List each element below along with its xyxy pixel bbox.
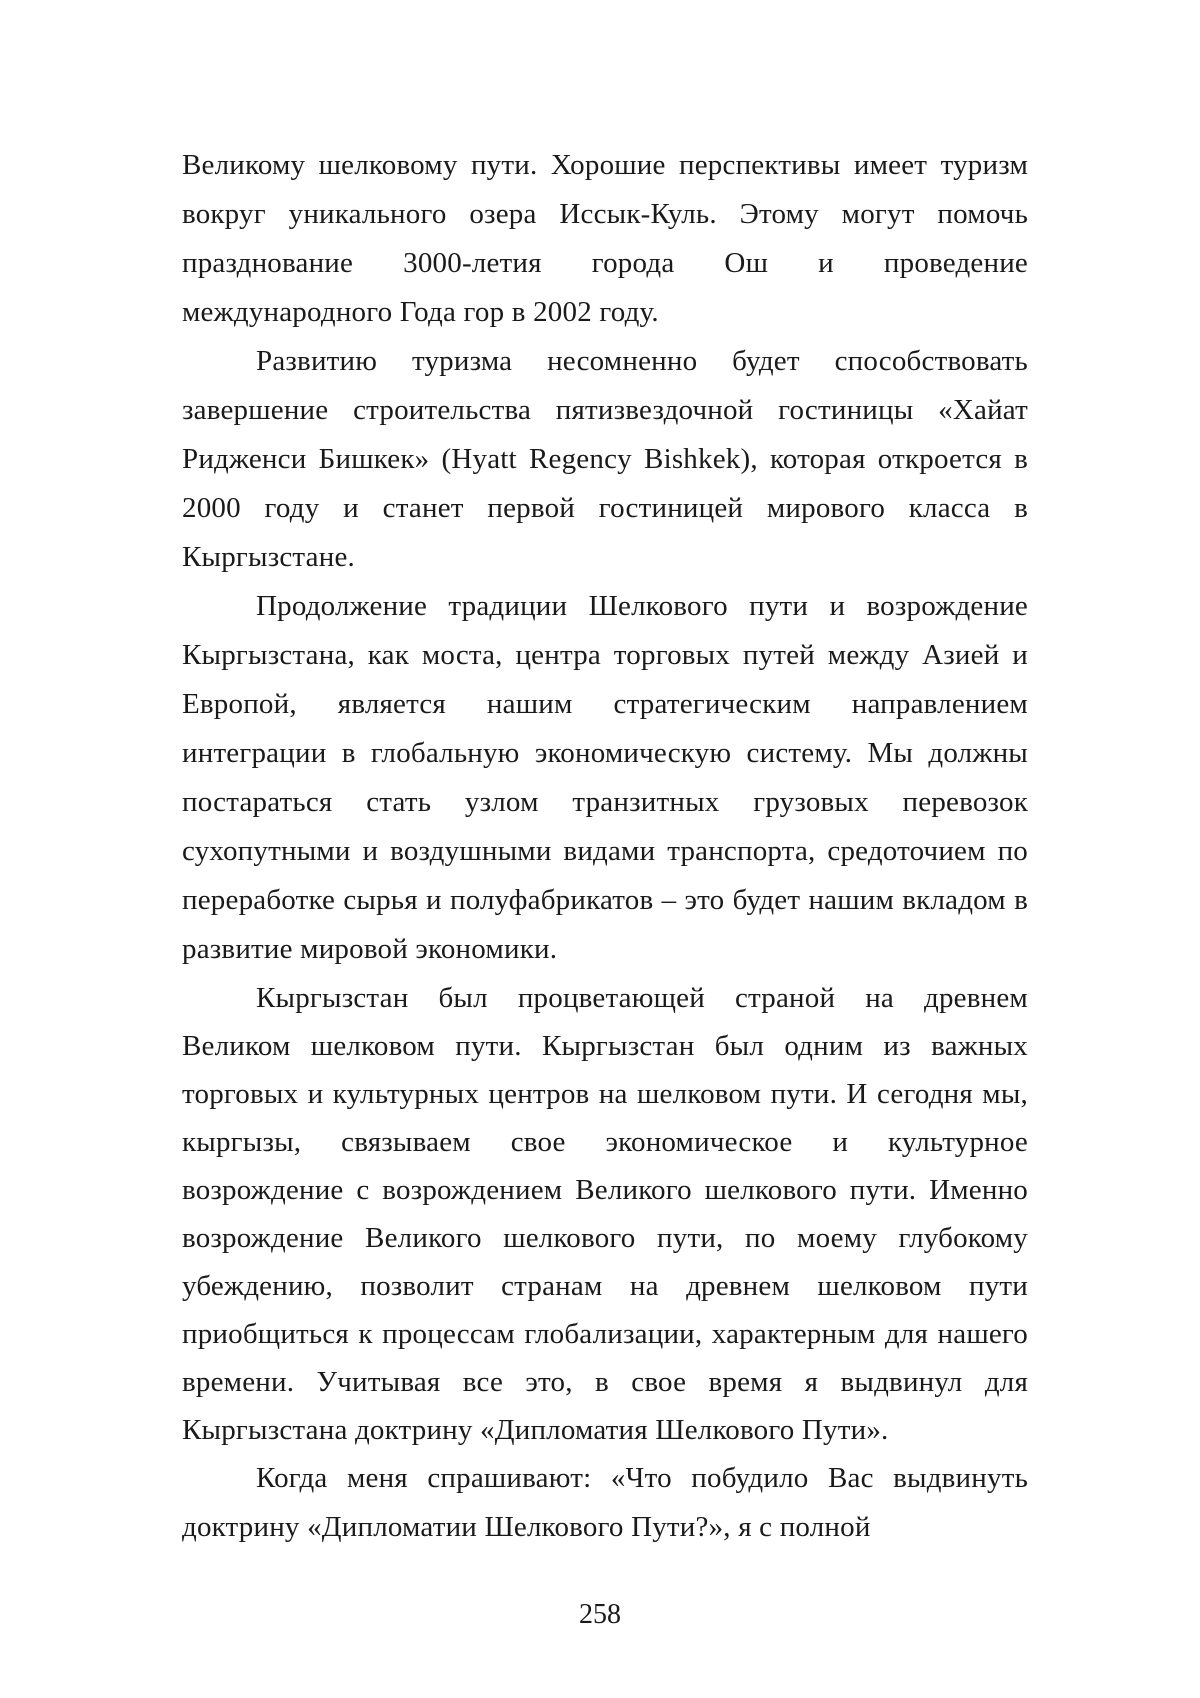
- paragraph-continuation: Великому шелковому пути. Хорошие перспективы имеет туризм вокруг уникального озера Иссык-Куль. Этому могут помочь празднование 3000-летия города Ош и проведение международного Года гор в 2002 году.: [182, 149, 1028, 328]
- paragraph-doctrine-question: Когда меня спрашивают: «Что побудило Вас выдвинуть доктрину «Дипломатии Шелкового Пути?», я с полной: [182, 1462, 1028, 1543]
- paragraph-silk-road-tradition: Продолжение традиции Шелкового пути и возрождение Кыргызстана, как моста, центра торговых путей между Азией и Европой, является нашим стратегическим направлением интеграции в глобальную экономическую систему. Мы должны постараться стать узлом транзитных грузовых перевозок сухопутными и воздушными видами транспорта, средоточием по переработке сырья и полуфабрикатов – это будет нашим вкладом в развитие мировой экономики.: [182, 590, 1028, 965]
- paragraph-kyrgyzstan-history: Кыргызстан был процветающей страной на древнем Великом шелковом пути. Кыргызстан был одним из важных торговых и культурных центров на шелковом пути. И сегодня мы, кыргызы, связываем свое экономическое и культурное возрождение с возрождением Великого шелкового пути. Именно возрождение Великого шелкового пути, по моему глубокому убеждению, позволит странам на древнем шелковом пути приобщиться к процессам глобализации, характерным для нашего времени. Учитывая все это, в свое время я выдвинул для Кыргызстана доктрину «Дипломатия Шелкового Пути».: [182, 982, 1028, 1446]
- paragraph-tourism: Развитию туризма несомненно будет способствовать завершение строительства пятизвездочной гостиницы «Хайат Ридженси Бишкек» (Hyatt Regency Bishkek), которая откроется в 2000 году и станет первой гостиницей мирового класса в Кыргызстане.: [182, 345, 1028, 573]
- body-text: [182, 141, 1028, 1552]
- page-number: 258: [579, 1599, 621, 1630]
